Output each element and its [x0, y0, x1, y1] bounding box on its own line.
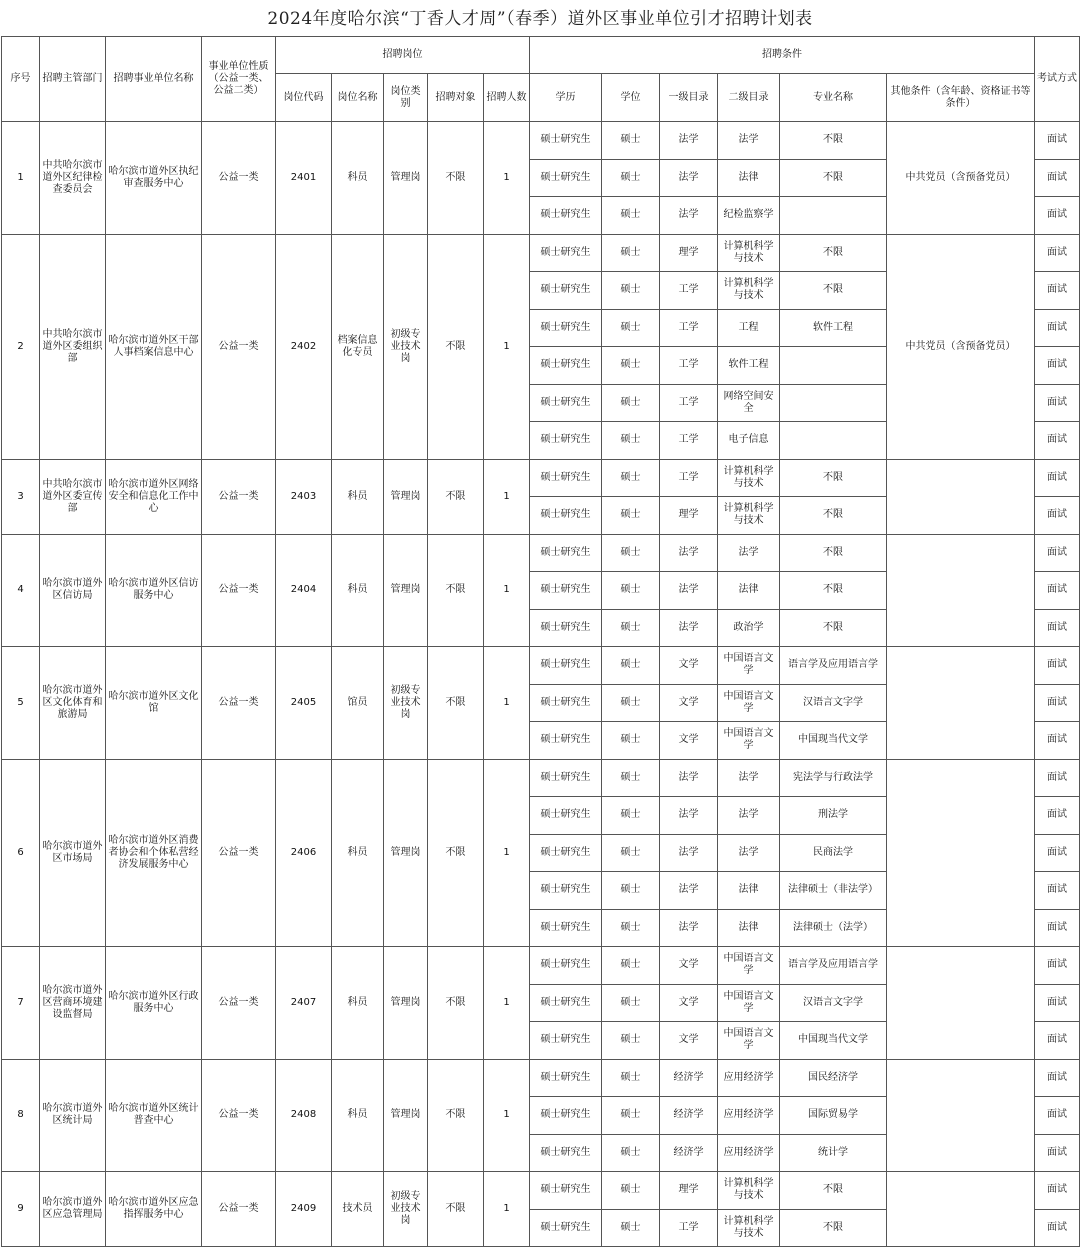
- degree-cell: 硕士: [602, 834, 660, 872]
- position-code-cell: 2402: [276, 234, 332, 459]
- education-cell: 硕士研究生: [530, 609, 602, 647]
- education-cell: 硕士研究生: [530, 647, 602, 685]
- category-1-cell: 经济学: [660, 1059, 718, 1097]
- major-cell: [780, 347, 887, 385]
- other-conditions-cell: [887, 534, 1035, 647]
- degree-cell: 硕士: [602, 309, 660, 347]
- other-conditions-cell: [887, 1059, 1035, 1172]
- position-type-cell: 管理岗: [384, 122, 428, 235]
- degree-cell: 硕士: [602, 1022, 660, 1060]
- exam-method-cell: 面试: [1035, 722, 1080, 760]
- page-title: 2024年度哈尔滨“丁香人才周”（春季）道外区事业单位引才招聘计划表: [267, 9, 813, 29]
- category-1-cell: 法学: [660, 872, 718, 910]
- category-1-cell: 法学: [660, 572, 718, 610]
- education-cell: 硕士研究生: [530, 422, 602, 460]
- category-2-cell: 中国语言文学: [718, 722, 780, 760]
- major-cell: 汉语言文字学: [780, 684, 887, 722]
- seq-cell: 4: [2, 534, 40, 647]
- recruit-count-cell: 1: [484, 947, 530, 1060]
- exam-method-cell: 面试: [1035, 572, 1080, 610]
- category-2-cell: 法学: [718, 834, 780, 872]
- unit-nature-cell: 公益一类: [202, 1172, 276, 1247]
- category-1-cell: 文学: [660, 984, 718, 1022]
- category-1-cell: 法学: [660, 534, 718, 572]
- category-2-cell: 应用经济学: [718, 1134, 780, 1172]
- exam-method-cell: 面试: [1035, 834, 1080, 872]
- major-cell: 语言学及应用语言学: [780, 947, 887, 985]
- degree-cell: 硕士: [602, 797, 660, 835]
- table-row: [2, 122, 1080, 160]
- recruit-count-cell: 1: [484, 1059, 530, 1172]
- unit-nature-cell: 公益一类: [202, 759, 276, 947]
- recruit-target-cell: 不限: [428, 122, 484, 235]
- exam-method-cell: 面试: [1035, 909, 1080, 947]
- category-1-cell: 法学: [660, 797, 718, 835]
- unit-nature-cell: 公益一类: [202, 234, 276, 459]
- degree-cell: 硕士: [602, 122, 660, 160]
- recruit-target-cell: 不限: [428, 234, 484, 459]
- recruit-target-cell: 不限: [428, 1172, 484, 1247]
- category-1-cell: 工学: [660, 1209, 718, 1247]
- major-cell: 不限: [780, 1209, 887, 1247]
- unit-nature-cell: 公益一类: [202, 459, 276, 534]
- category-1-cell: 理学: [660, 234, 718, 272]
- exam-method-cell: 面试: [1035, 872, 1080, 910]
- unit-name-cell: 哈尔滨市道外区应急指挥服务中心: [106, 1172, 202, 1247]
- position-name-cell: 科员: [332, 534, 384, 647]
- major-cell: 国民经济学: [780, 1059, 887, 1097]
- education-cell: 硕士研究生: [530, 797, 602, 835]
- degree-cell: 硕士: [602, 384, 660, 422]
- category-2-cell: 计算机科学与技术: [718, 459, 780, 497]
- category-1-cell: 法学: [660, 159, 718, 197]
- exam-method-cell: 面试: [1035, 984, 1080, 1022]
- category-2-cell: 应用经济学: [718, 1059, 780, 1097]
- header-conditions-group: 招聘条件: [530, 37, 1035, 74]
- degree-cell: 硕士: [602, 647, 660, 685]
- education-cell: 硕士研究生: [530, 272, 602, 310]
- category-1-cell: 法学: [660, 759, 718, 797]
- position-name-cell: 科员: [332, 122, 384, 235]
- major-cell: 中国现当代文学: [780, 722, 887, 760]
- education-cell: 硕士研究生: [530, 197, 602, 235]
- category-1-cell: 文学: [660, 722, 718, 760]
- position-type-cell: 管理岗: [384, 1059, 428, 1172]
- education-cell: 硕士研究生: [530, 309, 602, 347]
- header-code: 岗位代码: [276, 74, 332, 122]
- education-cell: 硕士研究生: [530, 1059, 602, 1097]
- major-cell: 法律硕士（法学）: [780, 909, 887, 947]
- major-cell: 不限: [780, 497, 887, 535]
- exam-method-cell: 面试: [1035, 459, 1080, 497]
- category-1-cell: 文学: [660, 1022, 718, 1060]
- degree-cell: 硕士: [602, 459, 660, 497]
- education-cell: 硕士研究生: [530, 159, 602, 197]
- header-target: 招聘对象: [428, 74, 484, 122]
- recruit-target-cell: 不限: [428, 1059, 484, 1172]
- table-row: [2, 234, 1080, 272]
- header-category-1: 一级目录: [660, 74, 718, 122]
- other-conditions-cell: [887, 759, 1035, 947]
- position-code-cell: 2408: [276, 1059, 332, 1172]
- degree-cell: 硕士: [602, 272, 660, 310]
- category-1-cell: 法学: [660, 197, 718, 235]
- position-code-cell: 2403: [276, 459, 332, 534]
- category-2-cell: 纪检监察学: [718, 197, 780, 235]
- category-2-cell: 法学: [718, 797, 780, 835]
- category-2-cell: 计算机科学与技术: [718, 272, 780, 310]
- degree-cell: 硕士: [602, 909, 660, 947]
- other-conditions-cell: 中共党员（含预备党员）: [887, 122, 1035, 235]
- position-code-cell: 2405: [276, 647, 332, 760]
- department-cell: 哈尔滨市道外区文化体育和旅游局: [40, 647, 106, 760]
- header-seq: 序号: [2, 37, 40, 122]
- education-cell: 硕士研究生: [530, 459, 602, 497]
- category-2-cell: 法律: [718, 159, 780, 197]
- education-cell: 硕士研究生: [530, 234, 602, 272]
- degree-cell: 硕士: [602, 1134, 660, 1172]
- recruit-count-cell: 1: [484, 534, 530, 647]
- exam-method-cell: 面试: [1035, 1134, 1080, 1172]
- category-1-cell: 理学: [660, 497, 718, 535]
- category-2-cell: 计算机科学与技术: [718, 1209, 780, 1247]
- other-conditions-cell: [887, 1172, 1035, 1247]
- table-row: [2, 1172, 1080, 1210]
- education-cell: 硕士研究生: [530, 684, 602, 722]
- unit-name-cell: 哈尔滨市道外区行政服务中心: [106, 947, 202, 1060]
- exam-method-cell: 面试: [1035, 197, 1080, 235]
- department-cell: 中共哈尔滨市道外区纪律检查委员会: [40, 122, 106, 235]
- position-name-cell: 馆员: [332, 647, 384, 760]
- degree-cell: 硕士: [602, 1209, 660, 1247]
- table-row: [2, 459, 1080, 497]
- department-cell: 中共哈尔滨市道外区委宣传部: [40, 459, 106, 534]
- other-conditions-cell: [887, 459, 1035, 534]
- header-count: 招聘人数: [484, 74, 530, 122]
- position-type-cell: 管理岗: [384, 947, 428, 1060]
- seq-cell: 6: [2, 759, 40, 947]
- position-code-cell: 2406: [276, 759, 332, 947]
- category-2-cell: 法律: [718, 909, 780, 947]
- major-cell: 汉语言文字学: [780, 984, 887, 1022]
- category-2-cell: 电子信息: [718, 422, 780, 460]
- seq-cell: 5: [2, 647, 40, 760]
- category-1-cell: 法学: [660, 909, 718, 947]
- exam-method-cell: 面试: [1035, 647, 1080, 685]
- position-name-cell: 技术员: [332, 1172, 384, 1247]
- category-1-cell: 工学: [660, 347, 718, 385]
- header-category-2: 二级目录: [718, 74, 780, 122]
- exam-method-cell: 面试: [1035, 347, 1080, 385]
- degree-cell: 硕士: [602, 159, 660, 197]
- category-1-cell: 文学: [660, 647, 718, 685]
- exam-method-cell: 面试: [1035, 1059, 1080, 1097]
- seq-cell: 7: [2, 947, 40, 1060]
- major-cell: 法律硕士（非法学）: [780, 872, 887, 910]
- category-2-cell: 中国语言文学: [718, 647, 780, 685]
- category-2-cell: 中国语言文学: [718, 684, 780, 722]
- table-row: [2, 647, 1080, 685]
- seq-cell: 1: [2, 122, 40, 235]
- department-cell: 哈尔滨市道外区信访局: [40, 534, 106, 647]
- unit-name-cell: 哈尔滨市道外区执纪审查服务中心: [106, 122, 202, 235]
- header-position-group: 招聘岗位: [276, 37, 530, 74]
- major-cell: 民商法学: [780, 834, 887, 872]
- degree-cell: 硕士: [602, 422, 660, 460]
- degree-cell: 硕士: [602, 722, 660, 760]
- seq-cell: 2: [2, 234, 40, 459]
- header-major: 专业名称: [780, 74, 887, 122]
- degree-cell: 硕士: [602, 534, 660, 572]
- category-2-cell: 计算机科学与技术: [718, 1172, 780, 1210]
- unit-name-cell: 哈尔滨市道外区信访服务中心: [106, 534, 202, 647]
- category-1-cell: 工学: [660, 309, 718, 347]
- header-nature: 事业单位性质（公益一类、公益二类）: [202, 37, 276, 122]
- position-type-cell: 管理岗: [384, 534, 428, 647]
- exam-method-cell: 面试: [1035, 534, 1080, 572]
- position-name-cell: 科员: [332, 1059, 384, 1172]
- degree-cell: 硕士: [602, 984, 660, 1022]
- recruit-target-cell: 不限: [428, 759, 484, 947]
- recruit-target-cell: 不限: [428, 647, 484, 760]
- position-type-cell: 管理岗: [384, 759, 428, 947]
- category-2-cell: 工程: [718, 309, 780, 347]
- unit-nature-cell: 公益一类: [202, 647, 276, 760]
- exam-method-cell: 面试: [1035, 422, 1080, 460]
- education-cell: 硕士研究生: [530, 984, 602, 1022]
- category-2-cell: 法律: [718, 872, 780, 910]
- education-cell: 硕士研究生: [530, 572, 602, 610]
- header-dept: 招聘主管部门: [40, 37, 106, 122]
- unit-name-cell: 哈尔滨市道外区消费者协会和个体私营经济发展服务中心: [106, 759, 202, 947]
- table-row: [2, 947, 1080, 985]
- recruit-target-cell: 不限: [428, 459, 484, 534]
- category-1-cell: 理学: [660, 1172, 718, 1210]
- header-degree: 学位: [602, 74, 660, 122]
- recruit-count-cell: 1: [484, 1172, 530, 1247]
- exam-method-cell: 面试: [1035, 947, 1080, 985]
- category-2-cell: 中国语言文学: [718, 1022, 780, 1060]
- education-cell: 硕士研究生: [530, 1022, 602, 1060]
- position-code-cell: 2407: [276, 947, 332, 1060]
- category-1-cell: 工学: [660, 422, 718, 460]
- header-unit: 招聘事业单位名称: [106, 37, 202, 122]
- major-cell: 不限: [780, 159, 887, 197]
- degree-cell: 硕士: [602, 609, 660, 647]
- header-other: 其他条件（含年龄、资格证书等条件）: [887, 74, 1035, 122]
- department-cell: 哈尔滨市道外区市场局: [40, 759, 106, 947]
- seq-cell: 9: [2, 1172, 40, 1247]
- position-name-cell: 档案信息化专员: [332, 234, 384, 459]
- category-1-cell: 文学: [660, 684, 718, 722]
- category-1-cell: 经济学: [660, 1097, 718, 1135]
- table-row: [2, 534, 1080, 572]
- education-cell: 硕士研究生: [530, 909, 602, 947]
- exam-method-cell: 面试: [1035, 234, 1080, 272]
- recruit-count-cell: 1: [484, 234, 530, 459]
- category-2-cell: 法学: [718, 759, 780, 797]
- degree-cell: 硕士: [602, 1172, 660, 1210]
- category-1-cell: 工学: [660, 272, 718, 310]
- education-cell: 硕士研究生: [530, 1172, 602, 1210]
- position-type-cell: 初级专业技术岗: [384, 647, 428, 760]
- position-type-cell: 初级专业技术岗: [384, 234, 428, 459]
- recruit-count-cell: 1: [484, 122, 530, 235]
- exam-method-cell: 面试: [1035, 272, 1080, 310]
- education-cell: 硕士研究生: [530, 534, 602, 572]
- exam-method-cell: 面试: [1035, 384, 1080, 422]
- category-2-cell: 政治学: [718, 609, 780, 647]
- category-1-cell: 法学: [660, 609, 718, 647]
- degree-cell: 硕士: [602, 497, 660, 535]
- category-1-cell: 经济学: [660, 1134, 718, 1172]
- recruit-target-cell: 不限: [428, 534, 484, 647]
- other-conditions-cell: [887, 947, 1035, 1060]
- position-code-cell: 2404: [276, 534, 332, 647]
- exam-method-cell: 面试: [1035, 1172, 1080, 1210]
- unit-nature-cell: 公益一类: [202, 1059, 276, 1172]
- degree-cell: 硕士: [602, 347, 660, 385]
- category-2-cell: 法律: [718, 572, 780, 610]
- exam-method-cell: 面试: [1035, 1209, 1080, 1247]
- seq-cell: 3: [2, 459, 40, 534]
- education-cell: 硕士研究生: [530, 384, 602, 422]
- department-cell: 哈尔滨市道外区应急管理局: [40, 1172, 106, 1247]
- major-cell: 不限: [780, 1172, 887, 1210]
- table-row: [2, 759, 1080, 797]
- unit-name-cell: 哈尔滨市道外区干部人事档案信息中心: [106, 234, 202, 459]
- table-row: [2, 1059, 1080, 1097]
- degree-cell: 硕士: [602, 1097, 660, 1135]
- position-code-cell: 2409: [276, 1172, 332, 1247]
- unit-nature-cell: 公益一类: [202, 947, 276, 1060]
- major-cell: 宪法学与行政法学: [780, 759, 887, 797]
- recruitment-table: [1, 36, 1080, 1247]
- position-name-cell: 科员: [332, 947, 384, 1060]
- major-cell: 不限: [780, 534, 887, 572]
- position-type-cell: 管理岗: [384, 459, 428, 534]
- exam-method-cell: 面试: [1035, 122, 1080, 160]
- position-name-cell: 科员: [332, 459, 384, 534]
- category-2-cell: 计算机科学与技术: [718, 497, 780, 535]
- education-cell: 硕士研究生: [530, 872, 602, 910]
- major-cell: 不限: [780, 572, 887, 610]
- major-cell: 国际贸易学: [780, 1097, 887, 1135]
- degree-cell: 硕士: [602, 234, 660, 272]
- unit-name-cell: 哈尔滨市道外区统计普查中心: [106, 1059, 202, 1172]
- exam-method-cell: 面试: [1035, 1022, 1080, 1060]
- category-1-cell: 法学: [660, 122, 718, 160]
- position-type-cell: 初级专业技术岗: [384, 1172, 428, 1247]
- exam-method-cell: 面试: [1035, 797, 1080, 835]
- education-cell: 硕士研究生: [530, 497, 602, 535]
- degree-cell: 硕士: [602, 1059, 660, 1097]
- major-cell: 不限: [780, 234, 887, 272]
- major-cell: 不限: [780, 609, 887, 647]
- major-cell: 不限: [780, 272, 887, 310]
- category-1-cell: 工学: [660, 459, 718, 497]
- unit-nature-cell: 公益一类: [202, 122, 276, 235]
- education-cell: 硕士研究生: [530, 759, 602, 797]
- exam-method-cell: 面试: [1035, 684, 1080, 722]
- major-cell: 软件工程: [780, 309, 887, 347]
- category-2-cell: 应用经济学: [718, 1097, 780, 1135]
- category-2-cell: 软件工程: [718, 347, 780, 385]
- exam-method-cell: 面试: [1035, 309, 1080, 347]
- header-position-name: 岗位名称: [332, 74, 384, 122]
- education-cell: 硕士研究生: [530, 1209, 602, 1247]
- header-position-type: 岗位类别: [384, 74, 428, 122]
- recruit-count-cell: 1: [484, 459, 530, 534]
- exam-method-cell: 面试: [1035, 497, 1080, 535]
- major-cell: [780, 384, 887, 422]
- major-cell: 中国现当代文学: [780, 1022, 887, 1060]
- other-conditions-cell: 中共党员（含预备党员）: [887, 234, 1035, 459]
- exam-method-cell: 面试: [1035, 759, 1080, 797]
- major-cell: 不限: [780, 459, 887, 497]
- degree-cell: 硕士: [602, 759, 660, 797]
- recruit-count-cell: 1: [484, 759, 530, 947]
- education-cell: 硕士研究生: [530, 1097, 602, 1135]
- exam-method-cell: 面试: [1035, 1097, 1080, 1135]
- other-conditions-cell: [887, 647, 1035, 760]
- category-1-cell: 法学: [660, 834, 718, 872]
- exam-method-cell: 面试: [1035, 159, 1080, 197]
- education-cell: 硕士研究生: [530, 947, 602, 985]
- exam-method-cell: 面试: [1035, 609, 1080, 647]
- education-cell: 硕士研究生: [530, 122, 602, 160]
- category-2-cell: 网络空间安全: [718, 384, 780, 422]
- category-2-cell: 中国语言文学: [718, 947, 780, 985]
- department-cell: 中共哈尔滨市道外区委组织部: [40, 234, 106, 459]
- category-2-cell: 计算机科学与技术: [718, 234, 780, 272]
- degree-cell: 硕士: [602, 872, 660, 910]
- major-cell: 语言学及应用语言学: [780, 647, 887, 685]
- major-cell: [780, 422, 887, 460]
- category-1-cell: 文学: [660, 947, 718, 985]
- major-cell: [780, 197, 887, 235]
- header-education: 学历: [530, 74, 602, 122]
- category-2-cell: 中国语言文学: [718, 984, 780, 1022]
- recruit-target-cell: 不限: [428, 947, 484, 1060]
- category-1-cell: 工学: [660, 384, 718, 422]
- department-cell: 哈尔滨市道外区营商环境建设监督局: [40, 947, 106, 1060]
- degree-cell: 硕士: [602, 947, 660, 985]
- header-exam: 考试方式: [1035, 37, 1080, 122]
- category-2-cell: 法学: [718, 534, 780, 572]
- degree-cell: 硕士: [602, 197, 660, 235]
- category-2-cell: 法学: [718, 122, 780, 160]
- unit-nature-cell: 公益一类: [202, 534, 276, 647]
- major-cell: 不限: [780, 122, 887, 160]
- position-code-cell: 2401: [276, 122, 332, 235]
- degree-cell: 硕士: [602, 572, 660, 610]
- education-cell: 硕士研究生: [530, 1134, 602, 1172]
- department-cell: 哈尔滨市道外区统计局: [40, 1059, 106, 1172]
- major-cell: 刑法学: [780, 797, 887, 835]
- major-cell: 统计学: [780, 1134, 887, 1172]
- recruit-count-cell: 1: [484, 647, 530, 760]
- unit-name-cell: 哈尔滨市道外区网络安全和信息化工作中心: [106, 459, 202, 534]
- education-cell: 硕士研究生: [530, 722, 602, 760]
- unit-name-cell: 哈尔滨市道外区文化馆: [106, 647, 202, 760]
- position-name-cell: 科员: [332, 759, 384, 947]
- degree-cell: 硕士: [602, 684, 660, 722]
- education-cell: 硕士研究生: [530, 347, 602, 385]
- education-cell: 硕士研究生: [530, 834, 602, 872]
- seq-cell: 8: [2, 1059, 40, 1172]
